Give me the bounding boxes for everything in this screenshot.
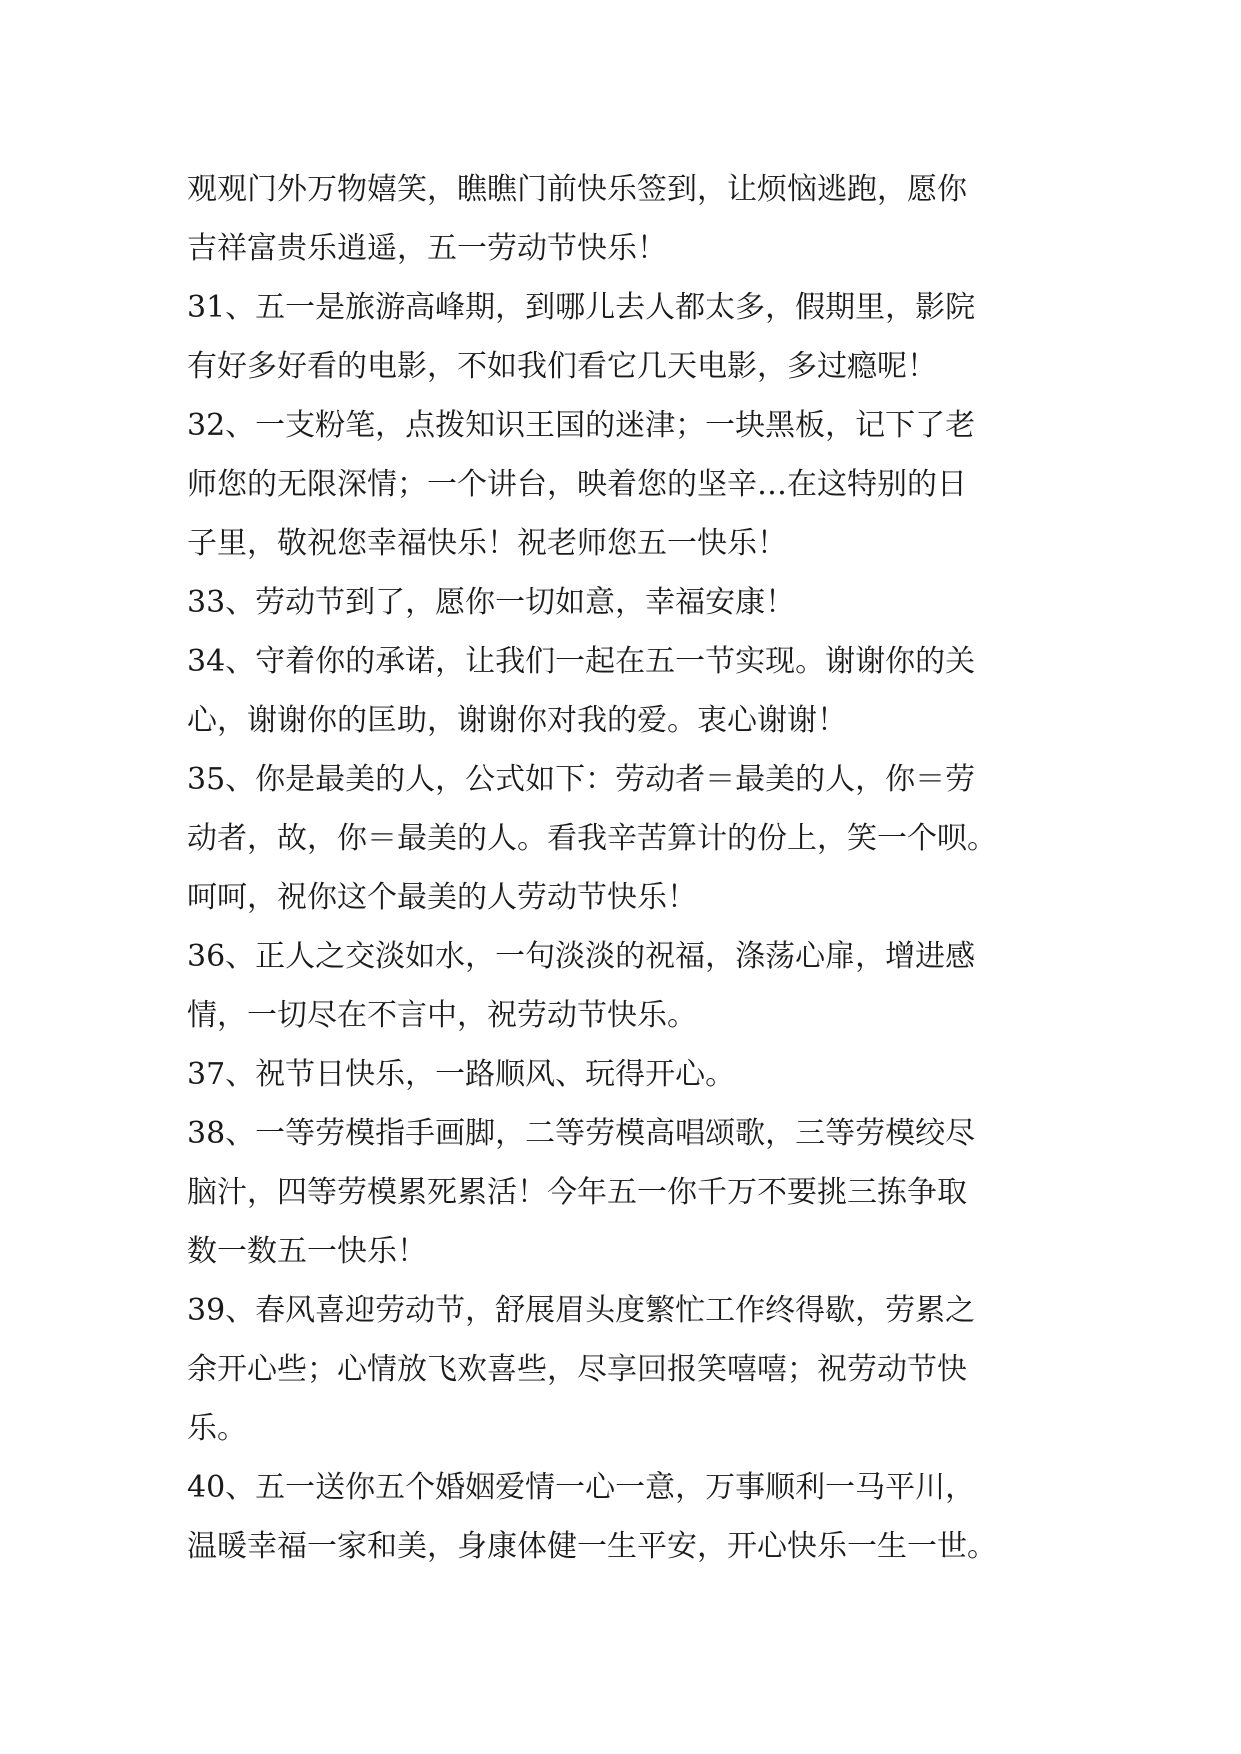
text-line: 35、你是最美的人，公式如下：劳动者＝最美的人，你＝劳 [187, 762, 976, 797]
text-line: 情，一切尽在不言中，祝劳动节快乐。 [187, 998, 697, 1033]
text-line: 动者，故，你＝最美的人。看我辛苦算计的份上，笑一个呗。 [187, 821, 997, 856]
text-line: 师您的无限深情；一个讲台，映着您的坚辛…在这特别的日 [187, 467, 967, 502]
text-line: 32、一支粉笔，点拨知识王国的迷津；一块黑板，记下了老 [187, 408, 976, 443]
text-line: 数一数五一快乐！ [187, 1234, 427, 1269]
text-line: 38、一等劳模指手画脚，二等劳模高唱颂歌，三等劳模绞尽 [187, 1116, 976, 1151]
text-line: 心，谢谢你的匡助，谢谢你对我的爱。衷心谢谢！ [187, 703, 847, 738]
text-line: 34、守着你的承诺，让我们一起在五一节实现。谢谢你的关 [187, 644, 976, 679]
text-line: 温暖幸福一家和美，身康体健一生平安，开心快乐一生一世。 [187, 1529, 997, 1564]
text-line: 吉祥富贵乐逍遥，五一劳动节快乐！ [187, 231, 667, 266]
document-body [187, 160, 1057, 1576]
text-line: 有好多好看的电影，不如我们看它几天电影，多过瘾呢！ [187, 349, 937, 384]
text-line: 40、五一送你五个婚姻爱情一心一意，万事顺利一马平川， [187, 1470, 976, 1505]
text-line: 31、五一是旅游高峰期，到哪儿去人都太多，假期里，影院 [187, 290, 976, 325]
text-line: 呵呵，祝你这个最美的人劳动节快乐！ [187, 880, 697, 915]
text-line: 脑汁，四等劳模累死累活！今年五一你千万不要挑三拣争取 [187, 1175, 967, 1210]
text-line: 子里，敬祝您幸福快乐！祝老师您五一快乐！ [187, 526, 787, 561]
text-line: 36、正人之交淡如水，一句淡淡的祝福，涤荡心扉，增进感 [187, 939, 976, 974]
text-line: 乐。 [187, 1411, 247, 1446]
text-line: 观观门外万物嬉笑，瞧瞧门前快乐签到，让烦恼逃跑，愿你 [187, 172, 967, 207]
text-line: 余开心些；心情放飞欢喜些，尽享回报笑嘻嘻；祝劳动节快 [187, 1352, 967, 1387]
text-line: 33、劳动节到了，愿你一切如意，幸福安康！ [187, 585, 796, 620]
text-line: 37、祝节日快乐，一路顺风、玩得开心。 [187, 1057, 736, 1092]
text-line: 39、春风喜迎劳动节，舒展眉头度繁忙工作终得歇，劳累之 [187, 1293, 976, 1328]
